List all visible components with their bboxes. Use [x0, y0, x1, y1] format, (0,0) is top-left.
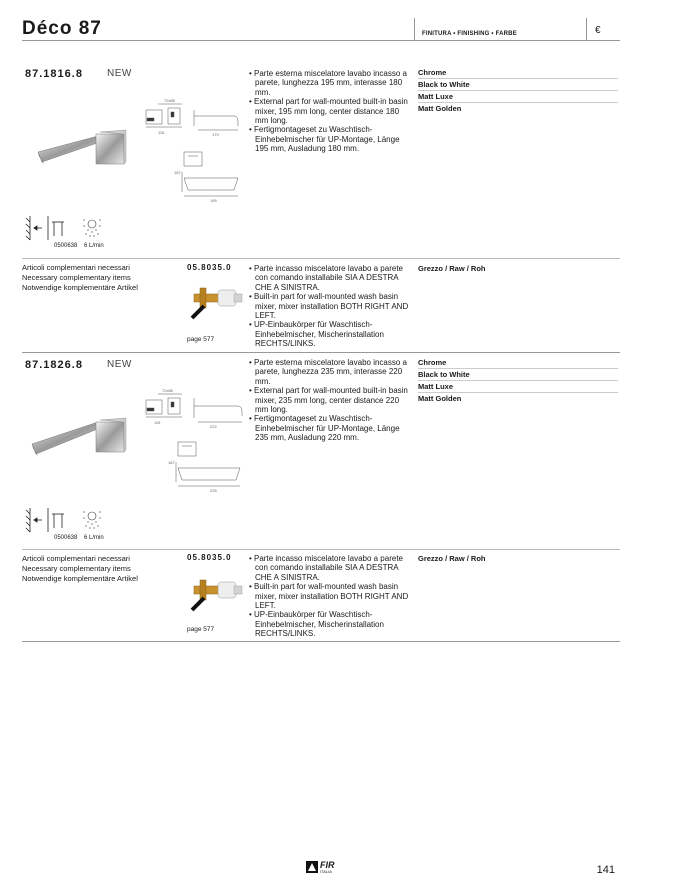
- dim-label: 72x85: [162, 388, 173, 393]
- technical-drawing: [138, 96, 248, 204]
- built-in-body-image: [190, 576, 246, 612]
- dim-label: 115: [158, 130, 165, 135]
- finish-item: Chrome: [418, 357, 618, 369]
- dim-label: 187: [168, 460, 175, 465]
- complementary-description: • Parte incasso miscelatore lavabo a parete con comando installabile SIA A DESTRA CHE A SINISTRA. • Built-in part for wall-mounted wash basin mixer, mixer installation BOTH RIGHT AND LEFT. • UP-Einbaukörper für Waschtisch-Einhebelmischer, Mischerinstallation RECHTS/LINKS.: [249, 264, 409, 349]
- new-badge: NEW: [107, 359, 132, 370]
- installation-icons: [22, 214, 112, 242]
- finishing-label: FINITURA • FINISHING • FARBE: [422, 31, 517, 37]
- complementary-finish: Grezzo / Raw / Roh: [418, 554, 486, 563]
- complementary-title: Articoli complementari necessari Necessary complementary items Notwendige komplementäre Artikel: [22, 554, 138, 583]
- faucet-image: [30, 414, 130, 460]
- page-reference: page 577: [187, 336, 215, 343]
- new-badge: NEW: [107, 68, 132, 79]
- built-in-body-image: [190, 284, 246, 320]
- section-divider: [22, 352, 620, 353]
- aerator-icon: [83, 219, 100, 236]
- complementary-finish: Grezzo / Raw / Roh: [418, 264, 486, 273]
- product-description: • Parte esterna miscelatore lavabo incasso a parete, lunghezza 195 mm, interasse 180 mm. • External part for wall-mounted built-in basin mixer, 195 mm long, center distance 180 mm long. • Fertigmontageset zu Waschtisch-Einhebelmischer für UP-Montage, Länge 195 mm, Ausladung 180 mm.: [249, 69, 408, 154]
- dim-label: 179: [212, 132, 219, 137]
- dim-label: 195: [210, 198, 217, 203]
- currency-label: €: [595, 25, 601, 36]
- header-rule: [22, 40, 620, 41]
- dim-label: 235: [210, 488, 217, 493]
- complementary-code: 05.8035.0: [187, 553, 232, 562]
- header-divider: [586, 18, 587, 40]
- finish-item: Black to White: [418, 79, 618, 91]
- dim-label: 72x85: [164, 98, 175, 103]
- finish-item: Black to White: [418, 369, 618, 381]
- product-code: 87.1826.8: [25, 359, 83, 371]
- complementary-code: 05.8035.0: [187, 263, 232, 272]
- product-description: • Parte esterna miscelatore lavabo incasso a parete, lunghezza 235 mm, interasse 220 mm. • External part for wall-mounted built-in basin mixer, 235 mm long, center distance 220 mm long. • Fertigmontageset zu Waschtisch-Einhebelmischer für UP-Montage, Länge 235 mm, Ausladung 220 mm.: [249, 358, 408, 443]
- flow-rate: 6 L/min: [84, 243, 104, 249]
- flow-rate: 6 L/min: [84, 535, 104, 541]
- complementary-title: Articoli complementari necessari Necessary complementary items Notwendige komplementäre Artikel: [22, 263, 138, 292]
- faucet-image: [36, 128, 130, 170]
- finish-list: [418, 67, 618, 115]
- finish-item: Chrome: [418, 67, 618, 79]
- section-divider: [22, 549, 620, 550]
- fir-logo-icon: [306, 861, 318, 873]
- technical-drawing: [138, 386, 250, 494]
- finish-item: Matt Luxe: [418, 381, 618, 393]
- dim-label: 187: [174, 170, 181, 175]
- finish-item: Matt Golden: [418, 104, 462, 113]
- page-title: Déco 87: [22, 18, 102, 39]
- header-divider: [414, 18, 415, 40]
- aerator-code: 0500638: [54, 535, 78, 541]
- page-number: 141: [596, 864, 615, 876]
- installation-icons: [22, 506, 112, 534]
- complementary-description: • Parte incasso miscelatore lavabo a parete con comando installabile SIA A DESTRA CHE A SINISTRA. • Built-in part for wall-mounted wash basin mixer, mixer installation BOTH RIGHT AND LEFT. • UP-Einbaukörper für Waschtisch-Einhebelmischer, Mischerinstallation RECHTS/LINKS.: [249, 554, 409, 639]
- section-divider: [22, 641, 620, 642]
- page-reference: page 577: [187, 626, 215, 633]
- dim-label: 222: [210, 424, 217, 429]
- section-divider: [22, 258, 620, 259]
- product-code: 87.1816.8: [25, 68, 83, 80]
- dim-label: 115: [154, 420, 161, 425]
- finish-list: [418, 357, 618, 405]
- finish-item: Matt Luxe: [418, 91, 618, 103]
- aerator-code: 0500638: [54, 243, 78, 249]
- fir-logo: FIR ITALIA: [306, 860, 340, 876]
- aerator-icon: [83, 511, 100, 528]
- finish-item: Matt Golden: [418, 394, 462, 403]
